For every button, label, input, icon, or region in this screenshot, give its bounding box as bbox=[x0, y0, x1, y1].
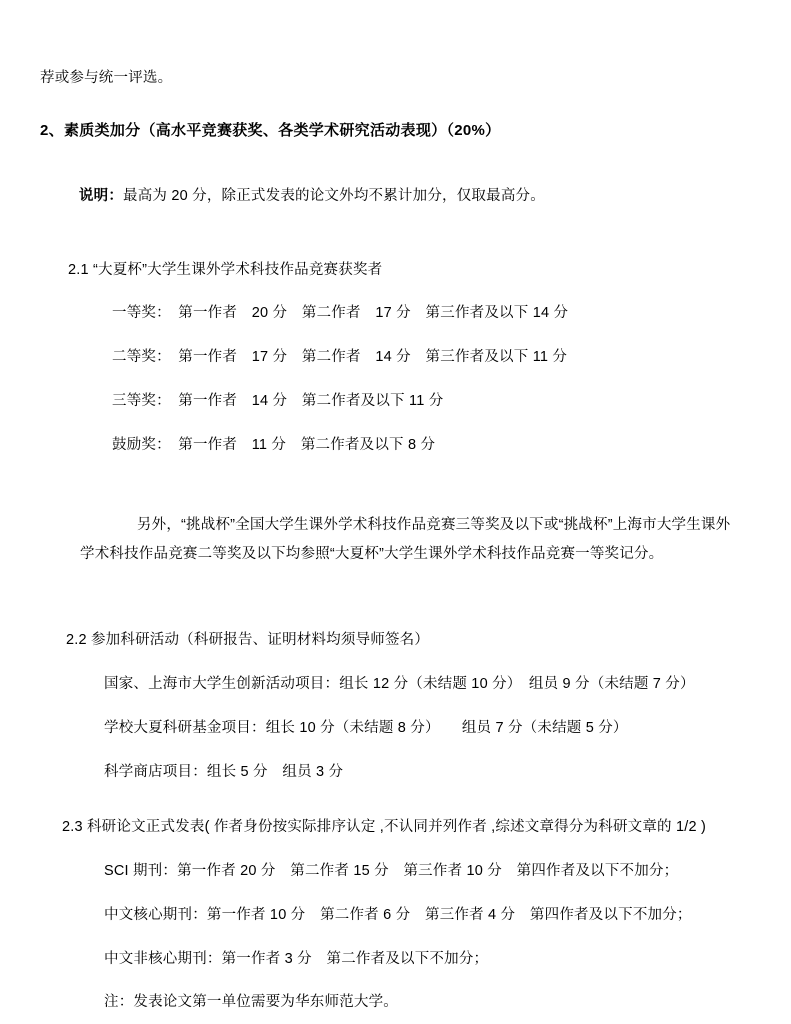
note-row: 注：发表论文第一单位需要为华东师范大学。 bbox=[104, 994, 398, 1011]
section-note bbox=[62, 164, 739, 229]
item-2-3-heading: 2.3 科研论文正式发表( 作者身份按实际排序认定 ,不认同并列作者 ,综述文章得分为科研文章的 1/2 ) bbox=[62, 819, 706, 836]
note-label: 说明： bbox=[78, 188, 124, 204]
award-row: 三等奖： 第一作者 14 分 第二作者及以下 11 分 bbox=[112, 392, 444, 409]
award-row: 二等奖： 第一作者 17 分 第二作者 14 分 第三作者及以下 11 分 bbox=[112, 349, 568, 365]
item-2-1-paragraph-text: 另外，“挑战杯”全国大学生课外学术科技作品竞赛三等奖及以下或“挑战杯”上海市大学生课外学术科技作品竞赛二等奖及以下均参照“大夏杯”大学生课外学术科技作品竞赛一等奖记分。 bbox=[80, 517, 731, 563]
detail-row: 中文核心期刊：第一作者 10 分 第二作者 6 分 第三作者 4 分 第四作者及以下不加分； bbox=[104, 906, 692, 923]
item-2-1-paragraph bbox=[80, 482, 739, 598]
detail-row: 学校大夏科研基金项目：组长 10 分（未结题 8 分） 组员 7 分（未结题 5 分） bbox=[104, 719, 628, 736]
detail-row: SCI 期刊：第一作者 20 分 第二作者 15 分 第三作者 10 分 第四作者及以下不加分； bbox=[104, 863, 679, 879]
section-heading: 2、素质类加分（高水平竞赛获奖、各类学术研究活动表现）（20%） bbox=[40, 121, 501, 139]
item-2-1-heading: 2.1 “大夏杯”大学生课外学术科技作品竞赛获奖者 bbox=[68, 261, 383, 278]
detail-row: 国家、上海市大学生创新活动项目：组长 12 分（未结题 10 分） 组员 9 分（未结题 7 分） bbox=[104, 676, 695, 692]
award-row: 一等奖： 第一作者 20 分 第二作者 17 分 第三作者及以下 14 分 bbox=[112, 305, 569, 322]
detail-row: 科学商店项目：组长 5 分 组员 3 分 bbox=[104, 763, 344, 780]
item-2-2-heading: 2.2 参加科研活动（科研报告、证明材料均须导师签名） bbox=[66, 632, 430, 649]
award-row: 鼓励奖： 第一作者 11 分 第二作者及以下 8 分 bbox=[112, 436, 436, 453]
continued-paragraph: 荐或参与统一评选。 bbox=[40, 70, 173, 86]
detail-row: 中文非核心期刊：第一作者 3 分 第二作者及以下不加分； bbox=[104, 950, 489, 967]
note-text: 最高为 20 分，除正式发表的论文外均不累计加分，仅取最高分。 bbox=[123, 188, 545, 204]
